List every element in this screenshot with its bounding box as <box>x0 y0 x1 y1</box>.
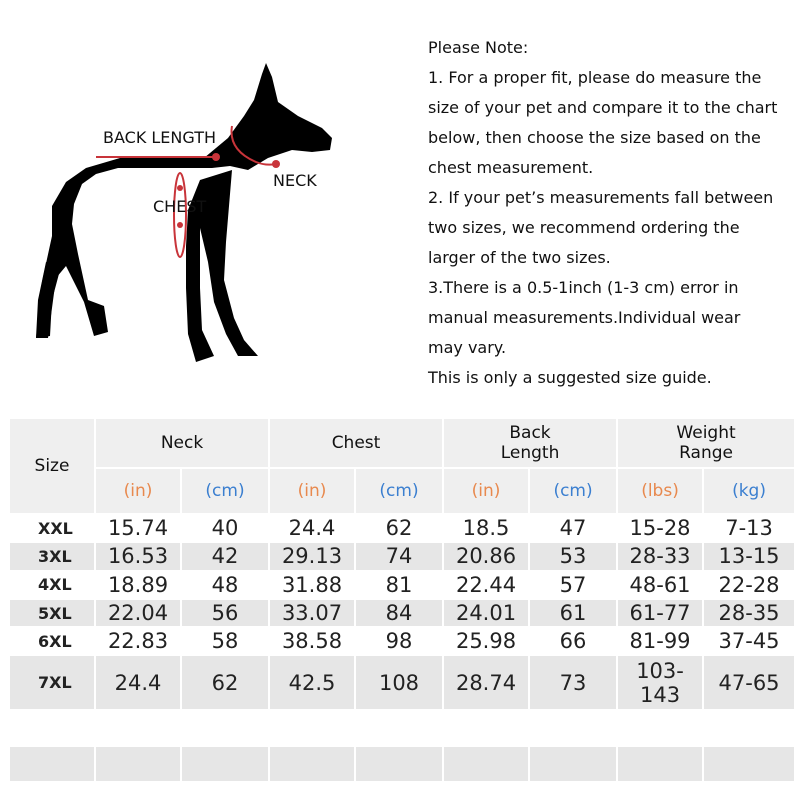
chest-label: CHEST <box>153 197 207 216</box>
weight-kg-cell: 47-65 <box>703 655 795 710</box>
chest-in-cell: 33.07 <box>269 599 355 627</box>
dog-measurement-illustration <box>0 0 420 400</box>
note-line: may vary. <box>428 338 507 357</box>
chest-cm-cell: 108 <box>355 655 443 710</box>
note-line: size of your pet and compare it to the chart <box>428 98 778 117</box>
back-length-cm-cell: 57 <box>529 571 617 599</box>
note-line: 2. If your pet’s measurements fall between <box>428 188 774 207</box>
chest-cm-cell: 84 <box>355 599 443 627</box>
neck-cm-cell: 42 <box>181 542 269 570</box>
weight-kg-cell: 37-45 <box>703 627 795 655</box>
note-line: 3.There is a 0.5-1inch (1-3 cm) error in <box>428 278 739 297</box>
neck-marker <box>272 160 280 168</box>
table-row <box>9 514 795 542</box>
table-row <box>9 599 795 627</box>
neck-unit-cm: (cm) <box>181 468 269 514</box>
weight-range-header-line1: Weight <box>676 423 736 443</box>
note-line: below, then choose the size based on the <box>428 128 761 147</box>
neck-header: Neck <box>95 418 269 468</box>
back-length-in-cell: 22.44 <box>443 571 529 599</box>
back-length-marker <box>212 153 220 161</box>
size-notes <box>428 33 796 393</box>
chest-in-cell: 31.88 <box>269 571 355 599</box>
back-length-cm-cell: 66 <box>529 627 617 655</box>
chest-in-cell: 38.58 <box>269 627 355 655</box>
back-length-cm-cell: 53 <box>529 542 617 570</box>
table-row <box>9 627 795 655</box>
chest-cm-cell: 74 <box>355 542 443 570</box>
back-length-header <box>443 418 617 468</box>
back-length-header-line1: Back <box>509 423 551 443</box>
back-length-in-cell: 20.86 <box>443 542 529 570</box>
back-length-in-cell: 18.5 <box>443 514 529 542</box>
note-line: two sizes, we recommend ordering the <box>428 218 740 237</box>
back-length-in-cell: 25.98 <box>443 627 529 655</box>
size-chart-table <box>8 417 796 783</box>
neck-in-cell: 22.83 <box>95 627 181 655</box>
size-cell: 4XL <box>9 571 95 599</box>
weight-lbs-cell: 61-77 <box>617 599 703 627</box>
neck-cm-cell: 40 <box>181 514 269 542</box>
note-line: larger of the two sizes. <box>428 248 611 267</box>
neck-label: NECK <box>273 171 317 190</box>
neck-cm-cell: 62 <box>181 655 269 710</box>
weight-lbs-cell: 15-28 <box>617 514 703 542</box>
back-length-in-cell: 24.01 <box>443 599 529 627</box>
back-length-cm-cell: 61 <box>529 599 617 627</box>
table-row <box>9 655 795 710</box>
chest-cm-cell: 81 <box>355 571 443 599</box>
weight-lbs-cell: 48-61 <box>617 571 703 599</box>
back-length-unit-in: (in) <box>443 468 529 514</box>
back-length-in-cell: 28.74 <box>443 655 529 710</box>
note-line: chest measurement. <box>428 158 594 177</box>
neck-in-cell: 22.04 <box>95 599 181 627</box>
weight-kg-cell: 13-15 <box>703 542 795 570</box>
neck-in-cell: 15.74 <box>95 514 181 542</box>
neck-unit-in: (in) <box>95 468 181 514</box>
weight-kg-cell: 28-35 <box>703 599 795 627</box>
neck-cm-cell: 48 <box>181 571 269 599</box>
weight-kg-cell: 7-13 <box>703 514 795 542</box>
size-cell: 5XL <box>9 599 95 627</box>
back-length-cm-cell: 73 <box>529 655 617 710</box>
back-length-cm-cell: 47 <box>529 514 617 542</box>
size-cell: 3XL <box>9 542 95 570</box>
weight-lbs-cell: 81-99 <box>617 627 703 655</box>
chest-in-cell: 24.4 <box>269 514 355 542</box>
weight-unit-lbs: (lbs) <box>617 468 703 514</box>
chest-unit-in: (in) <box>269 468 355 514</box>
chest-cm-cell: 62 <box>355 514 443 542</box>
weight-lbs-cell: 28-33 <box>617 542 703 570</box>
chest-in-cell: 42.5 <box>269 655 355 710</box>
weight-range-header-line2: Range <box>679 443 733 463</box>
size-cell: 6XL <box>9 627 95 655</box>
neck-in-cell: 18.89 <box>95 571 181 599</box>
weight-range-header <box>617 418 795 468</box>
weight-unit-kg: (kg) <box>703 468 795 514</box>
note-line: 1. For a proper fit, please do measure the <box>428 68 762 87</box>
table-row <box>9 542 795 570</box>
neck-in-cell: 24.4 <box>95 655 181 710</box>
back-length-unit-cm: (cm) <box>529 468 617 514</box>
size-cell: XXL <box>9 514 95 542</box>
chest-marker-bottom <box>177 222 183 228</box>
size-header: Size <box>9 418 95 514</box>
back-length-header-line2: Length <box>500 443 560 463</box>
back-length-label: BACK LENGTH <box>103 128 217 147</box>
chest-marker-top <box>177 185 183 191</box>
neck-cm-cell: 56 <box>181 599 269 627</box>
weight-kg-cell: 22-28 <box>703 571 795 599</box>
chest-header: Chest <box>269 418 443 468</box>
note-line: This is only a suggested size guide. <box>428 368 712 387</box>
table-row <box>9 571 795 599</box>
neck-in-cell: 16.53 <box>95 542 181 570</box>
weight-lbs-cell: 103-143 <box>617 655 703 710</box>
neck-cm-cell: 58 <box>181 627 269 655</box>
chest-unit-cm: (cm) <box>355 468 443 514</box>
notes-heading: Please Note: <box>428 38 529 57</box>
note-line: manual measurements.Individual wear <box>428 308 741 327</box>
chest-in-cell: 29.13 <box>269 542 355 570</box>
empty-table-row <box>9 710 795 746</box>
empty-table-row <box>9 746 795 782</box>
size-cell: 7XL <box>9 655 95 710</box>
chest-cm-cell: 98 <box>355 627 443 655</box>
